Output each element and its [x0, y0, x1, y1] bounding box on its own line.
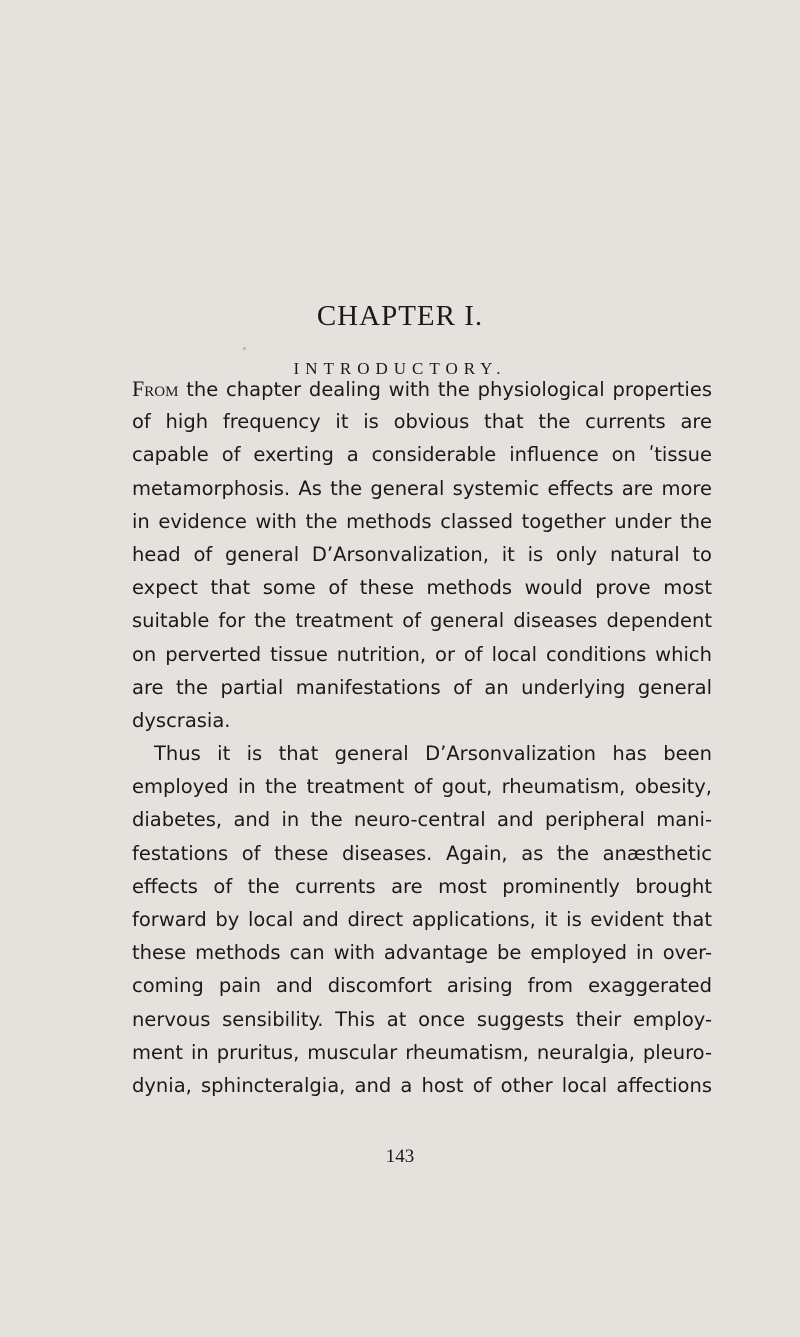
text-line: head of general D’Arsonvalization, it is only natural to — [132, 542, 712, 566]
text-line: nervous sensibility. This at once suggests their employ- — [132, 1007, 712, 1031]
text-line: coming pain and discomfort arising from exaggerated — [132, 974, 712, 998]
text-line: are the partial manifestations of an underlying general — [132, 675, 712, 699]
text-line: capable of exerting a considerable influence on ʹtissue — [132, 443, 712, 467]
text-line: these methods can with advantage be employed in over- — [132, 941, 712, 965]
page-number: 143 — [385, 1146, 415, 1167]
text-line: on perverted tissue nutrition, or of local conditions which — [132, 642, 712, 666]
text-line: metamorphosis. As the general systemic effects are more — [132, 476, 712, 500]
chapter-subtitle: INTRODUCTORY. — [293, 359, 507, 378]
text-line: dyscrasia. — [132, 708, 231, 732]
text-line: expect that some of these methods would prove most — [132, 576, 712, 600]
text-line: From the chapter dealing with the physiological properties — [132, 376, 712, 401]
text-line: effects of the currents are most prominently brought — [132, 874, 712, 898]
chapter-title: CHAPTER I. — [316, 300, 484, 332]
text-line: suitable for the treatment of general diseases dependent — [132, 609, 712, 633]
text-line: ment in pruritus, muscular rheumatism, neuralgia, pleuro- — [132, 1040, 712, 1064]
drop-word: From — [132, 376, 179, 401]
text-line: of high frequency it is obvious that the currents are — [132, 410, 712, 434]
text-line: festations of these diseases. Again, as the anæsthetic — [132, 841, 712, 865]
paper-speck — [243, 347, 246, 350]
text-line: forward by local and direct applications, it is evident that — [132, 908, 712, 931]
text-line: Thus it is that general D’Arsonvalization has been — [154, 742, 712, 766]
body-text — [132, 372, 712, 1102]
text-line: in evidence with the methods classed together under the — [132, 509, 712, 533]
text-line: diabetes, and in the neuro-central and peripheral mani- — [132, 808, 712, 832]
text-line: dynia, sphincteralgia, and a host of other local affections — [132, 1073, 712, 1097]
text-line: employed in the treatment of gout, rheumatism, obesity, — [132, 775, 712, 799]
